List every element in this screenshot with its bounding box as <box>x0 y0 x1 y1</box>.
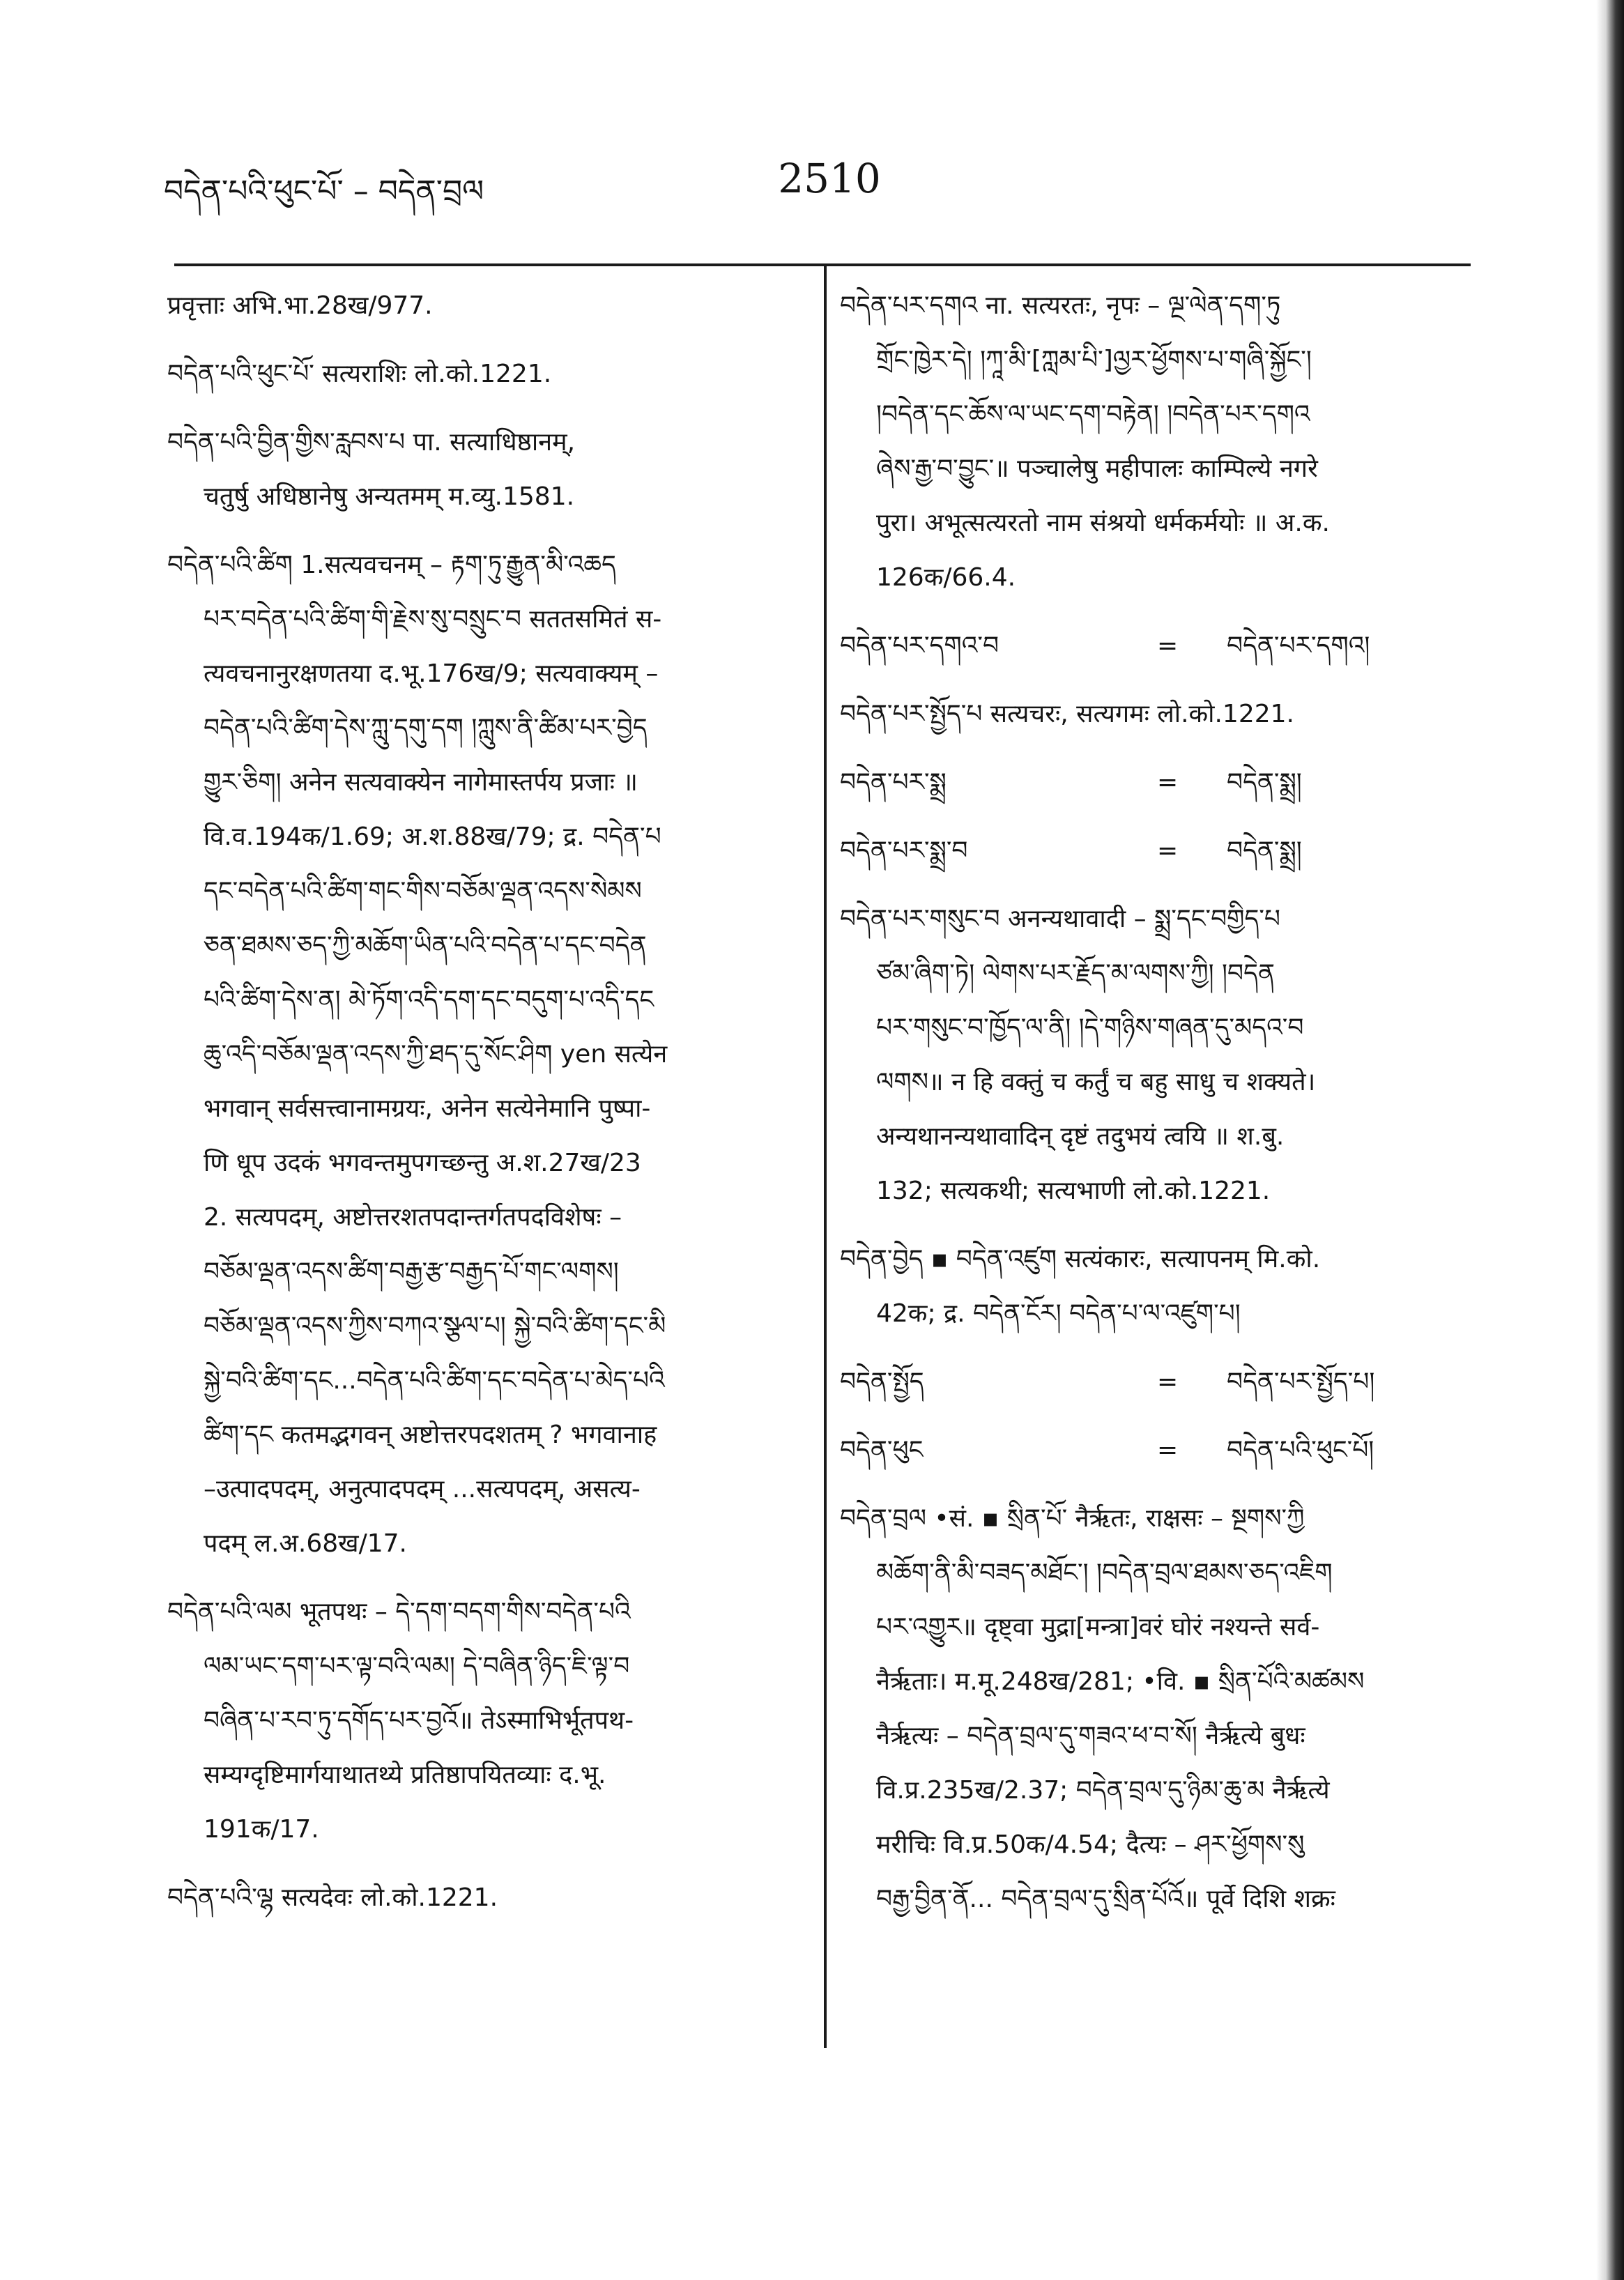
equals-sign: = <box>1157 768 1179 797</box>
headword: བདེན་པར་སྨྲ་བ <box>840 836 968 865</box>
entry-line: णि धूप उदकं भगवन्तमुपगच्छन्तु अ.श.27ख/23 <box>204 1149 641 1177</box>
entry-line: བདེན་པའི་ལྷ सत्यदेवः लो.को.1221. <box>167 1883 498 1912</box>
reference-target: བདེན་སྨྲ། <box>1227 768 1302 797</box>
entry-line: 132; सत्यकथी; सत्यभाणी लो.को.1221. <box>876 1177 1271 1205</box>
entry-line: मरीचिः वि.प्र.50क/4.54; दैत्यः – ཤར་ཕྱོགས་སུ <box>876 1830 1305 1859</box>
dictionary-entry <box>167 415 795 524</box>
entry-line: པར་འགྱུར॥ दृष्ट्वा मुद्रा[मन्त्रा]वरं घोरं नश्यन्ते सर्व- <box>876 1613 1320 1642</box>
entry-line: བདེན་པར་སྤྱོད་པ सत्यचरः, सत्यगमः लो.को.1221. <box>840 700 1294 728</box>
entry-line: भगवान् सर्वसत्त्वानामग्रयः, अनेन सत्येनेमानि पुष्पा- <box>204 1094 651 1123</box>
reference-target: བདེན་སྨྲ། <box>1227 836 1302 865</box>
entry-line: དང་བདེན་པའི་ཚིག་གང་གིས་བཅོམ་ལྡན་འདས་སེམས <box>204 877 642 905</box>
dictionary-entry <box>840 756 1467 810</box>
dictionary-entry <box>167 279 795 333</box>
entry-line: བདེན་པའི་ཚིག་དེས་ཀླུ་དགུ་དག །ཀླུས་ནི་ཚིམ་པར་བྱེད <box>204 714 648 742</box>
dictionary-entry <box>167 347 795 401</box>
entry-line: पदम् ल.अ.68ख/17. <box>204 1529 407 1558</box>
entry-line: नैर्ऋताः। म.मू.248ख/281; •वि. ▪ སྲིན་པོའི་མཚམས <box>876 1667 1365 1696</box>
scan-edge <box>1596 0 1624 2280</box>
entry-line: वि.व.194क/1.69; अ.श.88ख/79; द्र. བདེན་པ <box>204 823 661 851</box>
dictionary-entry <box>840 279 1467 605</box>
entry-line: 2. सत्यपदम्, अष्टोत्तरशतपदान्तर्गतपदविशेषः – <box>204 1203 622 1232</box>
headword: བདེན་སྤྱོད <box>840 1368 924 1396</box>
entry-line: མཆོག་ནི་མི་བཟད་མཐོང་། །བདེན་བྲལ་ཐམས་ཅད་འཇིག <box>876 1559 1333 1587</box>
running-title: བདེན་པའི་ཕུང་པོ་ – བདེན་བྲལ <box>164 174 484 209</box>
header-rule <box>174 263 1471 266</box>
dictionary-entry <box>840 1423 1467 1478</box>
entry-line: ཆུ་འདི་བཅོམ་ལྡན་འདས་ཀྱི་ཐད་དུ་སོང་ཤིག yen सत्येन <box>204 1040 668 1069</box>
dictionary-entry <box>167 1585 795 1857</box>
entry-line: པའི་ཚིག་དེས་ན། མེ་ཏོག་འདི་དག་དང་བདུག་པ་འདི་དང <box>204 986 654 1014</box>
entry-line: पुरा। अभूत्सत्यरतो नाम संश्रयो धर्मकर्मयोः ॥ अ.क. <box>876 509 1330 537</box>
headword: བདེན་པར་སྨྲ <box>840 768 947 797</box>
right-column <box>840 279 1467 1941</box>
entry-line: བཅོམ་ལྡན་འདས་ཀྱིས་བཀའ་སྩལ་པ། སྐྱེ་བའི་ཚིག་དང་མི <box>204 1312 666 1340</box>
column-divider <box>824 263 827 2048</box>
dictionary-entry <box>167 538 795 1571</box>
entry-line: བདེན་པའི་བྱིན་གྱིས་རླབས་པ पा. सत्याधिष्ठानम्, <box>167 428 576 457</box>
entry-line: 126क/66.4. <box>876 563 1016 592</box>
equals-sign: = <box>1157 1368 1179 1396</box>
cross-reference-row <box>840 756 1467 810</box>
equals-sign: = <box>1157 836 1179 865</box>
dictionary-entry <box>840 619 1467 673</box>
entry-line: པར་བདེན་པའི་ཚིག་གི་རྗེས་སུ་བསྲུང་བ सततसमितं स- <box>204 605 662 634</box>
entry-line: །བདེན་དང་ཆོས་ལ་ཡང་དག་བརྟེན། །བདེན་པར་དགའ <box>876 400 1310 429</box>
entry-line: ཞེས་རྒྱ་བ་བྱུང་॥ पञ्चालेषु महीपालः काम्पिल्ये नगरे <box>876 454 1318 483</box>
headword: བདེན་པར་དགའ་བ <box>840 632 999 660</box>
reference-target: བདེན་པར་སྤྱོད་པ། <box>1227 1368 1375 1396</box>
entry-line: གྱུར་ཅིག། अनेन सत्यवाक्येन नागेमास्तर्पय प्रजाः ॥ <box>204 768 638 797</box>
entry-line: ཙམ་ཞིག་ཏེ། ལེགས་པར་རྗོད་མ་ལགས་ཀྱི། །བདེན <box>876 959 1275 988</box>
entry-line: པར་གསུང་བ་ཁྱོད་ལ་ནི། །དེ་གཉིས་གཞན་དུ་མདའ་བ <box>876 1013 1304 1042</box>
cross-reference-row <box>840 824 1467 878</box>
entry-line: –उत्पादपदम्, अनुत्पादपदम् ...सत्यपदम्, असत्य- <box>204 1475 641 1504</box>
dictionary-entry <box>840 1232 1467 1341</box>
entry-line: त्यवचनानुरक्षणतया द.भू.176ख/9; सत्यवाक्यम् – <box>204 659 659 688</box>
entry-line: བདེན་པའི་ཚིག 1.सत्यवचनम् – རྟག་ཏུ་རྒྱུན་མི་འཆད <box>167 551 616 579</box>
entry-line: སྐྱེ་བའི་ཚིག་དང...བདེན་པའི་ཚིག་དང་བདེན་པ་མེད་པའི <box>204 1366 665 1395</box>
entry-line: प्रवृत्ताः अभि.भा.28ख/977. <box>167 291 433 320</box>
dictionary-entry <box>167 1871 795 1925</box>
entry-line: གྲོང་ཁྱེར་དེ། །ཀཱ་མི་[ཀླམ་པི་]ལྱར་ཕྱོགས་པ་གཞི་སྐྱོང་། <box>876 346 1312 374</box>
dictionary-entry <box>840 1355 1467 1409</box>
entry-line: नैर्ऋत्यः – བདེན་བྲལ་དུ་གཟའ་ཕ་བ་སོ། नैर्ऋत्ये बुधः <box>876 1722 1305 1750</box>
entry-line: चतुर्षु अधिष्ठानेषु अन्यतमम् म.व्यु.1581. <box>204 482 575 511</box>
entry-line: བདེན་བྲལ •सं. ▪ སྲིན་པོ་ नैर्ऋतः, राक्षसः – སྔགས་ཀྱི <box>840 1504 1305 1533</box>
entry-line: བདེན་བྱེད ▪ བདེན་འཛུག सत्यंकारः, सत्यापनम् मि.को. <box>840 1245 1321 1273</box>
page-number: 2510 <box>778 155 881 202</box>
left-column <box>167 279 795 1939</box>
entry-line: 191क/17. <box>204 1815 319 1844</box>
entry-line: वि.प्र.235ख/2.37; བདེན་བྲལ་དུ་ཉིམ་ཆུ་མ नैर्ऋत्ये <box>876 1776 1330 1805</box>
dictionary-entry <box>840 687 1467 742</box>
dictionary-entry <box>840 1492 1467 1927</box>
entry-line: བརྒྱ་བྱིན་ནོ... བདེན་བྲལ་དུ་སྲིན་པོའོ॥ पूर्वे दिशि शक्रः <box>876 1885 1335 1913</box>
reference-target: བདེན་པར་དགའ། <box>1227 632 1370 660</box>
cross-reference-row <box>840 1423 1467 1478</box>
equals-sign: = <box>1157 1436 1179 1464</box>
dictionary-entry <box>840 892 1467 1218</box>
dictionary-entry <box>840 824 1467 878</box>
entry-line: सम्यग्दृष्टिमार्गयाथातथ्ये प्रतिष्ठापयितव्याः द.भू. <box>204 1761 606 1789</box>
entry-line: བཅོམ་ལྡན་འདས་ཚིག་བརྒྱ་རྩ་བརྒྱད་པོ་གང་ལགས། <box>204 1257 619 1286</box>
entry-line: བདེན་པའི་ཕུང་པོ་ सत्यराशिः लो.को.1221. <box>167 360 552 388</box>
entry-line: अन्यथानन्यथावादिन् दृष्टं तदुभयं त्वयि ॥ श.बु. <box>876 1122 1285 1151</box>
entry-line: བཞིན་པ་རབ་ཏུ་དགོད་པར་བྱའོ॥ तेऽस्माभिर्भूतपथ- <box>204 1706 634 1735</box>
entry-line: བདེན་པའི་ལམ भूतपथः – དེ་དག་བདག་གིས་བདེན་པའི <box>167 1598 631 1626</box>
entry-line: བདེན་པར་དགའ ना. सत्यरतः, नृपः – ལྔ་ལེན་དག་ཏུ <box>840 291 1281 320</box>
entry-line: བདེན་པར་གསུང་བ अनन्यथावादी – སྨྲ་དང་བགྱིད་པ <box>840 905 1280 933</box>
equals-sign: = <box>1157 632 1179 660</box>
entry-line: ཅན་ཐམས་ཅད་ཀྱི་མཆོག་ཡིན་པའི་བདེན་པ་དང་བདེན <box>204 931 647 960</box>
entry-line: 42क; द्र. བདེན་ངོར། བདེན་པ་ལ་འཛུག་པ། <box>876 1299 1241 1328</box>
headword: བདེན་ཕུང <box>840 1436 924 1464</box>
reference-target: བདེན་པའི་ཕུང་པོ། <box>1227 1436 1374 1464</box>
entry-line: ཚིག་དང कतमद्भगवन् अष्टोत्तरपदशतम् ? भगवानाह <box>204 1421 657 1449</box>
entry-line: ལགས॥ न हि वक्तुं च कर्तुं च बहु साधु च शक्यते। <box>876 1068 1316 1096</box>
entry-line: ལམ་ཡང་དག་པར་ལྟ་བའི་ལམ། དེ་བཞིན་ཉིད་ཇི་ལྟ་བ <box>204 1652 630 1681</box>
cross-reference-row <box>840 1355 1467 1409</box>
cross-reference-row <box>840 619 1467 673</box>
